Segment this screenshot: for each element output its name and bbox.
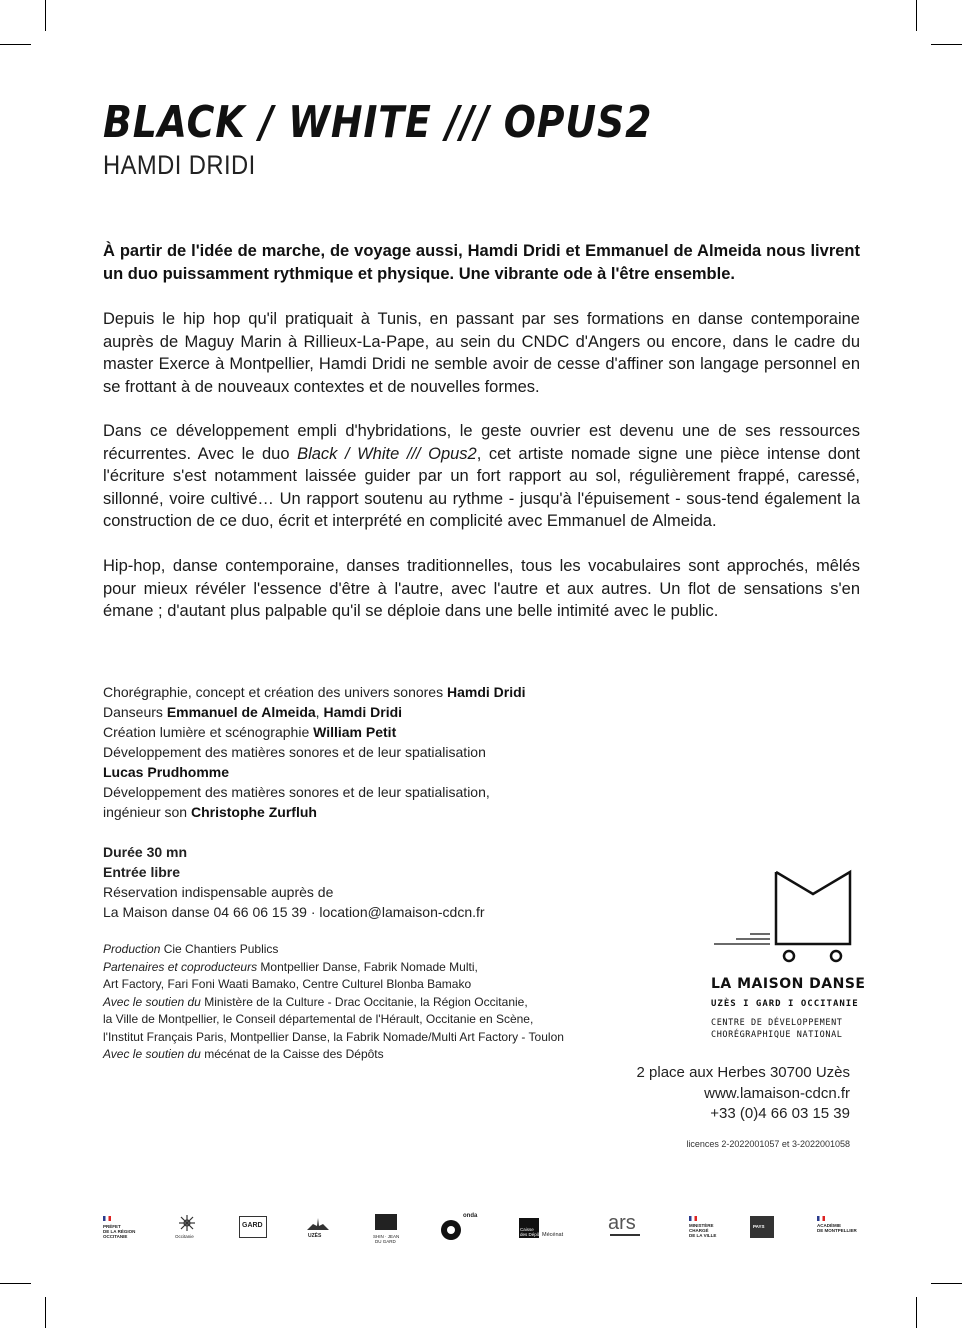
logo-text: Occitanie [175, 1234, 194, 1239]
house-subtitle [711, 1017, 843, 1041]
cart-icon [710, 868, 860, 968]
onda-logo [439, 1212, 483, 1246]
phone: +33 (0)4 66 03 15 39 [710, 1105, 850, 1122]
shin-image-icon [375, 1214, 397, 1230]
logo-text: Mécénat [542, 1232, 564, 1238]
crop-mark [931, 44, 962, 45]
paragraph-3: Hip-hop, danse contemporaine, danses traditionnelles, tous les vocabulaires sont approchés, mêlés pour mieux révéler l'essence d'être à l'autre, avec l'autre et aux autres. Un flot de sensations s'en émane ; d'autant plus palpable qu'il se déploie dans une belle intimité avec le public. [103, 557, 860, 620]
credit-line [103, 802, 623, 822]
paragraph-2-text: Dans ce développement empli d'hybridations, le geste ouvrier est devenu une de ses ressources récurrentes. Avec le duo [103, 422, 860, 463]
licence-numbers: licences 2-2022001057 et 3-2022001058 [686, 1139, 850, 1149]
entry: Entrée libre [103, 864, 181, 880]
paragraph-2-text: , cet artiste nomade signe une pièce intense dont l'écriture s'est notamment laissée guider par un fort rapport au sol, régulièrement frappé, caressé, sillonné, voire cultivé… Un rapport soutenu au rythme - jusqu'à l'épuisement - sous-tend également la construction de ce duo, écrit et interprété en complicité avec Emmanuel de Almeida. [103, 444, 861, 530]
ars-logo [608, 1212, 648, 1246]
logo-text: DE MONTPELLIER [817, 1228, 857, 1233]
artist-name: HAMDI DRIDI [103, 150, 256, 180]
caisse-depots-logo [519, 1212, 569, 1246]
credit-name: Hamdi Dridi [446, 684, 526, 700]
credit-name: Hamdi Dridi [323, 704, 403, 720]
address [637, 1063, 850, 1125]
crop-mark [45, 0, 46, 31]
house-subtitle-line: CENTRE DE DÉVELOPPEMENT [711, 1018, 843, 1028]
logo-text: onda [463, 1213, 478, 1219]
crop-mark [916, 1297, 917, 1328]
logo-text: UZÈS [308, 1233, 322, 1239]
production-text: Cie Chantiers Publics [160, 942, 279, 956]
academie-logo [817, 1212, 863, 1246]
flag-icon [689, 1216, 697, 1221]
production-label: Production [103, 942, 161, 956]
maison-danse-logo [710, 868, 860, 968]
flag-icon [817, 1216, 825, 1221]
lead-paragraph: À partir de l'idée de marche, de voyage aussi, Hamdi Dridi et Emmanuel de Almeida nous livrent un duo puissamment rythmique et physique. Une vibrante ode à l'être ensemble. [103, 242, 860, 283]
crop-mark [0, 44, 31, 45]
shin-logo [373, 1212, 403, 1246]
paragraph-2-title: Black / White /// Opus2 [297, 444, 477, 463]
duration: Durée 30 mn [103, 844, 188, 860]
credit-line [103, 682, 623, 702]
crop-mark [45, 1297, 46, 1328]
website-link[interactable]: www.lamaison-cdcn.fr [704, 1084, 850, 1102]
production-label: Avec le soutien du [103, 994, 201, 1009]
logo-text: PRÉFET [103, 1224, 121, 1229]
logo-text: DE LA VILLE [689, 1233, 717, 1238]
uzes-logo [305, 1212, 335, 1246]
crop-mark [0, 1283, 31, 1284]
onda-hole-icon [447, 1226, 455, 1234]
logo-text: des Dépôts [520, 1232, 543, 1237]
house-subtitle-line: CHORÉGRAPHIQUE NATIONAL [711, 1030, 843, 1040]
production-label: Avec le soutien du [103, 1047, 201, 1061]
logo-text: DE LA RÉGION [103, 1229, 136, 1234]
credit-label: Développement des matières sonores et de leur spatialisation [103, 744, 486, 760]
pays-logo [750, 1212, 778, 1246]
logo-text: SHIN · JEAN [373, 1234, 400, 1239]
production-text: Montpellier Danse, Fabrik Nomade Multi, [257, 959, 478, 974]
logo-text: DU GARD [375, 1239, 396, 1244]
logo-text: PAYS [753, 1224, 765, 1229]
credit-label: ingénieur son [103, 804, 191, 820]
paragraph-1: Depuis le hip hop qu'il pratiquait à Tunis, en passant par ses formations en danse contemporaine auprès de Maguy Marin à Rillieux-La-Pape, au sein du CNDC d'Angers ou encore, dans le cadre du master Exerce à Montpellier, Hamdi Dridi ne semble avoir de cesse d'affiner son langage personnel en se frottant à de nouveaux contextes et de nouvelles formes. [103, 310, 860, 396]
credit-separator: , [315, 704, 324, 720]
flag-icon [103, 1216, 111, 1221]
credit-name: William Petit [313, 724, 397, 740]
production-text: la Ville de Montpellier, le Conseil départemental de l'Hérault, Occitanie en Scène, [103, 1012, 534, 1026]
contact[interactable]: La Maison danse 04 66 06 15 39 · location@lamaison-cdcn.fr [103, 904, 485, 920]
production-text: l'Institut Français Paris, Montpellier Danse, la Fabrik Nomade/Multi Art Factory - Toulon [103, 1029, 564, 1044]
crop-mark [931, 1283, 962, 1284]
practical-info [103, 842, 623, 922]
production-label: Partenaires et coproducteurs [103, 959, 258, 974]
uzes-tower-icon [305, 1216, 331, 1232]
logo-text: MINISTÈRE [689, 1223, 714, 1228]
gard-logo [239, 1212, 269, 1246]
ars-underline-icon [610, 1234, 640, 1236]
credit-line [103, 702, 623, 722]
crop-mark [916, 0, 917, 31]
production-text: mécénat de la Caisse des Dépôts [200, 1047, 384, 1061]
credit-name: Christophe Zurfluh [190, 804, 317, 820]
credit-label: Développement des matières sonores et de leur spatialisation, [103, 784, 490, 800]
credit-label: Chorégraphie, concept et création des univers sonores [103, 684, 447, 700]
production-text: Ministère de la Culture - Drac Occitanie, la Région Occitanie, [200, 994, 528, 1009]
credit-name: Lucas Prudhomme [103, 764, 230, 780]
logo-text: OCCITANIE [103, 1234, 128, 1239]
street: 2 place aux Herbes 30700 Uzès [636, 1064, 850, 1081]
reservation: Réservation indispensable auprès de [103, 884, 334, 900]
logo-text: GARD [242, 1222, 263, 1229]
credit-label: Danseurs [103, 704, 167, 720]
logo-text: ACADÉMIE [817, 1223, 842, 1228]
house-region: UZÈS I GARD I OCCITANIE [711, 999, 859, 1009]
production-text: Art Factory, Fari Foni Waati Bamako, Centre Culturel Blonba Bamako [103, 977, 472, 991]
occitanie-logo [175, 1212, 205, 1246]
logo-text: Caisse [520, 1227, 534, 1232]
credit-line [103, 762, 623, 782]
credit-line [103, 722, 623, 742]
ministere-ville-logo [689, 1212, 725, 1246]
occitanie-cross-icon [177, 1214, 197, 1232]
credit-name: Emmanuel de Almeida [166, 704, 316, 720]
prefet-logo [103, 1212, 143, 1246]
logo-text: ars [608, 1212, 636, 1234]
credit-label: Création lumière et scénographie [103, 724, 314, 740]
paragraph-2 [103, 420, 860, 533]
page-title: BLACK / WHITE /// OPUS2 [103, 97, 653, 148]
house-name: LA MAISON DANSE [711, 976, 866, 992]
production-credits [103, 941, 623, 1064]
partner-logos [103, 1212, 863, 1248]
credits [103, 682, 623, 822]
logo-text: CHARGÉ [689, 1228, 709, 1233]
